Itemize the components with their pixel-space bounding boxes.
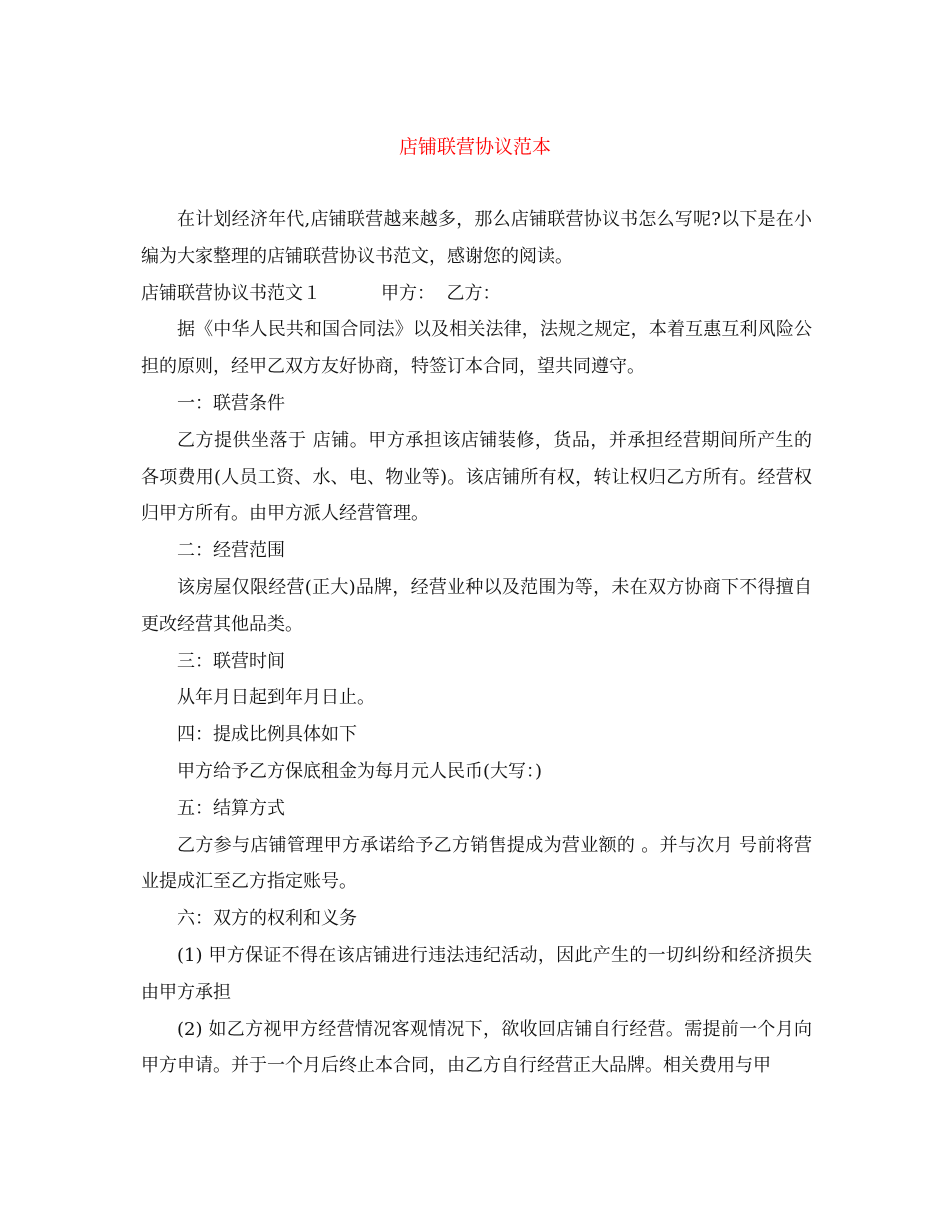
document-body	[141, 202, 812, 1085]
section-heading-1: 一：联营条件	[177, 392, 285, 414]
section-heading-3: 三：联营时间	[177, 650, 285, 672]
clause-1: (1) 甲方保证不得在该店铺进行违法违纪活动，因此产生的一切纠纷和经济损失由甲方承担	[141, 944, 812, 1003]
section-body-1: 乙方提供坐落于 店铺。甲方承担该店铺装修，货品，并承担经营期间所产生的各项费用(人员工资、水、电、物业等)。该店铺所有权，转让权归乙方所有。经营权归甲方所有。由甲方派人经营管理。	[141, 429, 812, 525]
section-heading-4: 四：提成比例具体如下	[177, 724, 357, 746]
section-body-5: 乙方参与店铺管理甲方承诺给予乙方销售提成为营业额的 。并与次月 号前将营业提成汇至乙方指定账号。	[141, 834, 812, 893]
section-body-2: 该房屋仅限经营(正大)品牌，经营业种以及范围为等，未在双方协商下不得擅自更改经营其他品类。	[141, 576, 812, 635]
section-body-3: 从年月日起到年月日止。	[177, 687, 375, 709]
preamble-paragraph: 据《中华人民共和国合同法》以及相关法律，法规之规定，本着互惠互利风险公担的原则，经甲乙双方友好协商，特签订本合同，望共同遵守。	[141, 319, 812, 378]
party-b-label: 乙方：	[446, 282, 501, 304]
intro-paragraph: 在计划经济年代,店铺联营越来越多，那么店铺联营协议书怎么写呢?以下是在小编为大家整理的店铺联营协议书范文，感谢您的阅读。	[141, 209, 812, 267]
party-a-label: 甲方：	[381, 282, 435, 304]
sample-label: 店铺联营协议书范文１	[141, 282, 321, 304]
clause-2: (2) 如乙方视甲方经营情况客观情况下，欲收回店铺自行经营。需提前一个月向甲方申请。并于一个月后终止本合同，由乙方自行经营正大品牌。相关费用与甲	[141, 1018, 812, 1077]
section-heading-2: 二：经营范围	[177, 540, 285, 562]
sample-heading-line	[141, 276, 812, 313]
document-title: 店铺联营协议范本	[398, 136, 551, 158]
section-body-4: 甲方给予乙方保底租金为每月元人民币(大写：)	[177, 760, 543, 782]
section-heading-6: 六：双方的权利和义务	[177, 908, 357, 930]
section-heading-5: 五：结算方式	[177, 797, 285, 819]
